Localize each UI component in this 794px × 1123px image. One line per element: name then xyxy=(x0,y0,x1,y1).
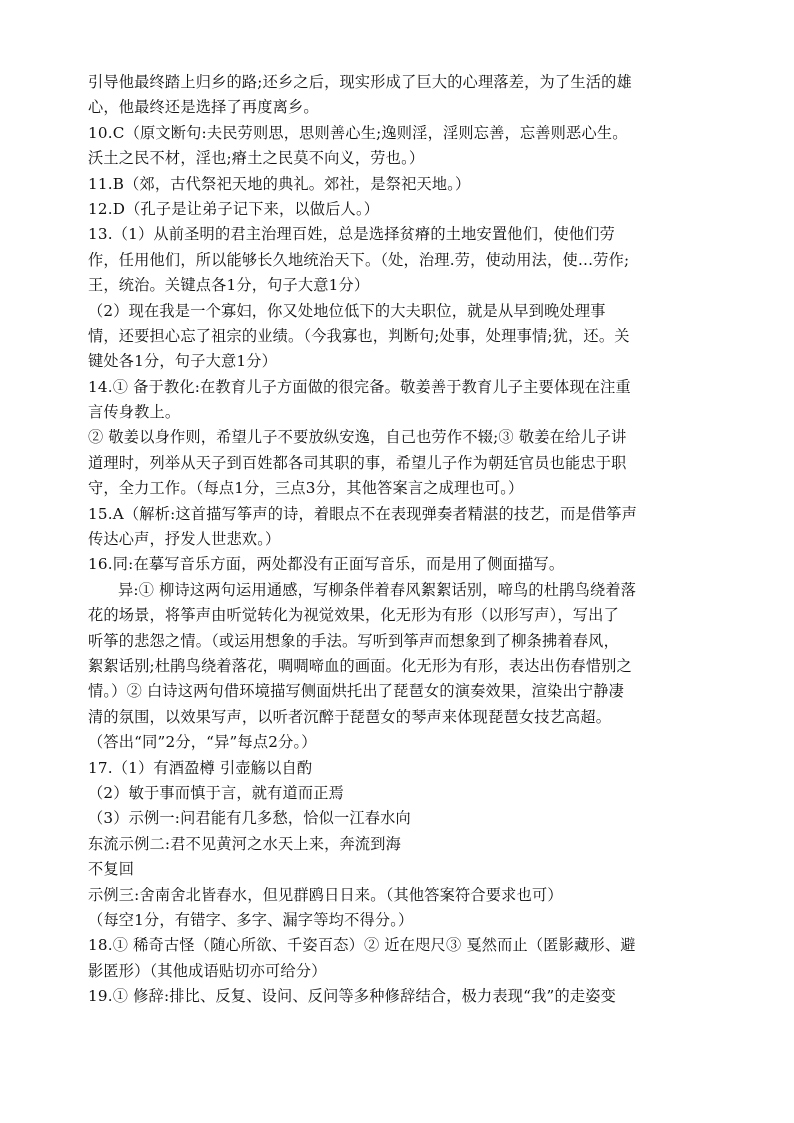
text-line: 引导他最终踏上归乡的路;还乡之后，现实形成了巨大的心理落差，为了生活的雄 xyxy=(88,73,632,91)
answer-text xyxy=(88,70,710,1009)
text-line: 东流示例二:君不见黄河之水天上来，奔流到海 xyxy=(88,834,402,853)
text-line: 17.（1）有酒盈樽 引壶觞以自酌 xyxy=(88,758,313,777)
text-line: 情，还要担心忘了祖宗的业绩。（今我寡也，判断句;处事，处理事情;犹，还。关 xyxy=(88,326,630,345)
text-line: 异:① 柳诗这两句运用通感，写柳条伴着春风絮絮话别，啼鸟的杜鹃鸟绕着落 xyxy=(118,580,637,599)
text-line: 守，全力工作。（每点1分，三点3分，其他答案言之成理也可。） xyxy=(88,479,524,498)
text-line: 传达心声，抒发人世悲欢。） xyxy=(88,530,281,549)
text-line: 沃土之民不材，淫也;瘠土之民莫不向义，劳也。） xyxy=(88,149,425,168)
text-line: 道理时，列举从天子到百姓都各司其职的事，希望儿子作为朝廷官员也能忠于职 xyxy=(88,453,627,472)
text-line: 12.D（孔子是让弟子记下来，以做后人。） xyxy=(88,199,380,218)
text-line: 王，统治。关键点各1分，句子大意1分） xyxy=(88,276,370,295)
text-line: （答出“同”2分，“异”每点2分。） xyxy=(88,733,317,752)
text-line: 影匿形）（其他成语贴切亦可给分） xyxy=(88,961,327,980)
text-line: 15.A（解析:这首描写筝声的诗，着眼点不在表现弹奏者精湛的技艺，而是借筝声 xyxy=(88,504,638,523)
text-line: ② 敬姜以身作则，希望儿子不要放纵安逸，自己也劳作不辍;③ 敬姜在给儿子讲 xyxy=(88,428,627,447)
text-line: （每空1分，有错字、多字、漏字等均不得分。） xyxy=(88,910,414,929)
text-line: （2）敏于事而慎于言，就有道而正焉 xyxy=(88,783,345,802)
text-line: 花的场景，将筝声由听觉转化为视觉效果，化无形为有形（以形写声），写出了 xyxy=(88,606,619,625)
text-line: 不复回 xyxy=(88,860,135,879)
text-line: 絮絮话别;杜鹃鸟绕着落花，啁啁啼血的画面。化无形为有形，表达出伤春惜别之 xyxy=(88,656,632,675)
text-line: 键处各1分，句子大意1分） xyxy=(88,352,277,371)
text-line: 言传身教上。 xyxy=(88,403,181,422)
text-line: 听筝的悲怨之情。（或运用想象的手法。写听到筝声而想象到了柳条拂着春风， xyxy=(88,631,619,650)
text-line: 19.① 修辞:排比、反复、设问、反问等多种修辞结合，极力表现“我”的走姿变 xyxy=(88,987,617,1006)
text-line: 16.同:在摹写音乐方面，两处都没有正面写音乐，而是用了侧面描写。 xyxy=(88,555,565,574)
text-line: 清的氛围，以效果写声，以听者沉醉于琵琶女的琴声来体现琵琶女技艺高超。 xyxy=(88,707,612,726)
text-line: 10.C（原文断句:夫民劳则思，思则善心生;逸则淫，淫则忘善，忘善则恶心生。 xyxy=(88,123,628,142)
text-line: （3）示例一:问君能有几多愁，恰似一江春水向 xyxy=(88,809,411,828)
text-line: 作，任用他们，所以能够长久地统治天下。（处，治理.劳，使动用法，使…劳作; xyxy=(88,250,630,269)
text-line: （2）现在我是一个寡妇，你又处地位低下的大夫职位，就是从早到晚处理事 xyxy=(88,301,606,320)
text-line: 情。）② 白诗这两句借环境描写侧面烘托出了琵琶女的演奏效果，渲染出宁静凄 xyxy=(88,682,624,701)
text-line: 心，他最终还是选择了再度离乡。 xyxy=(88,98,319,117)
text-line: 示例三:舍南舍北皆春水，但见群鸥日日来。（其他答案符合要求也可） xyxy=(88,885,563,904)
text-line: 13.（1）从前圣明的君主治理百姓，总是选择贫瘠的土地安置他们，使他们劳 xyxy=(88,225,616,244)
text-line: 14.① 备于教化:在教育儿子方面做的很完备。敬姜善于教育儿子主要体现在注重 xyxy=(88,377,631,396)
text-line: 18.① 稀奇古怪（随心所欲、千姿百态）② 近在咫尺③ 戛然而止（匿影藏形、避 xyxy=(88,936,636,955)
text-line: 11.B（郊，古代祭祀天地的典礼。郊社，是祭祀天地。） xyxy=(88,174,471,193)
